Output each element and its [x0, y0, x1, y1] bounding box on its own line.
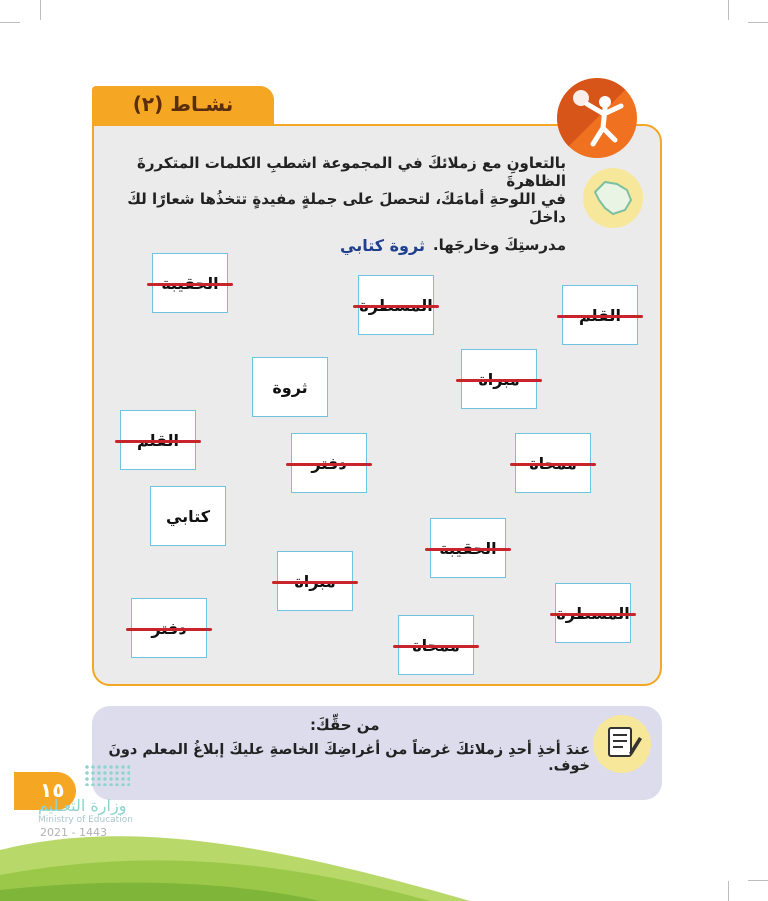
word-card[interactable] [430, 518, 506, 578]
activity-tab [92, 86, 274, 126]
word-card[interactable] [515, 433, 591, 493]
crop-mark [0, 22, 20, 23]
crop-mark [40, 0, 41, 20]
page-number: ١٥ [40, 778, 65, 802]
activity-icon [557, 78, 637, 158]
ministry-logo-dots [84, 764, 130, 786]
rights-text: عندَ أخذِ أحدِ زملائكَ غرضاً من أغراضِكَ الخاصةِ عليكَ إبلاغُ المعلم دونَ خوف. [108, 742, 590, 774]
word-card[interactable] [152, 253, 228, 313]
strike-line [393, 645, 479, 648]
edition-year: 2021 - 1443 [40, 826, 107, 839]
word-card[interactable] [398, 615, 474, 675]
strike-line [272, 581, 358, 584]
activity-title: نشـاط (٢) [132, 92, 234, 116]
strike-line [286, 463, 372, 466]
ministry-name: وزارة التعـليم [38, 796, 127, 815]
saudi-map-icon [583, 168, 643, 228]
word-card-label: كتابي [165, 506, 211, 526]
word-card[interactable] [562, 285, 638, 345]
rights-title: من حقِّكَ: [310, 716, 380, 734]
instruction-line-3: مدرستِكَ وخارجَها. [432, 236, 566, 254]
word-card[interactable] [358, 275, 434, 335]
instruction-line-1: بالتعاونِ مع زملائكَ في المجموعة اشطبِ الكلمات المتكررةَ الظاهرةَ [137, 154, 566, 190]
word-card[interactable] [150, 486, 226, 546]
strike-line [353, 305, 439, 308]
crop-mark [728, 0, 729, 20]
word-card[interactable] [120, 410, 196, 470]
instruction-line-2: في اللوحةِ أمامَكَ، لتحصلَ على جملةٍ مفيدةٍ تتخذُها شعارًا لكَ داخلَ [127, 190, 566, 226]
crop-mark [748, 22, 768, 23]
strike-line [550, 613, 636, 616]
strike-line [510, 463, 596, 466]
strike-line [126, 628, 212, 631]
word-card[interactable] [291, 433, 367, 493]
word-card[interactable] [277, 551, 353, 611]
answer-text: ثروة كتابي [340, 236, 425, 255]
word-card[interactable] [131, 598, 207, 658]
strike-line [425, 548, 511, 551]
word-card[interactable] [555, 583, 631, 643]
strike-line [456, 379, 542, 382]
notepad-icon [593, 715, 651, 773]
word-card[interactable] [252, 357, 328, 417]
strike-line [147, 283, 233, 286]
word-card[interactable] [461, 349, 537, 409]
strike-line [557, 315, 643, 318]
word-card-label: ثروة [272, 377, 308, 397]
strike-line [115, 440, 201, 443]
ministry-name-en: Ministry of Education [38, 815, 133, 825]
